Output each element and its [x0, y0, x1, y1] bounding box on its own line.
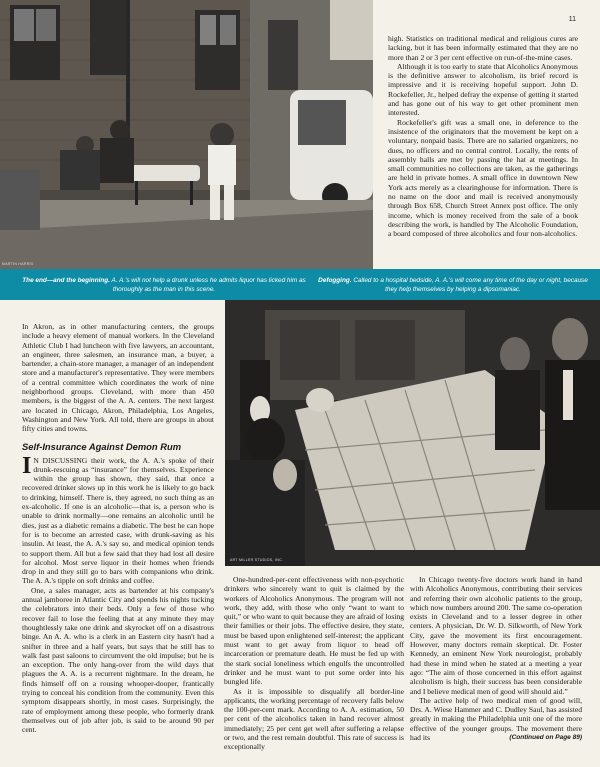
paragraph: In Chicago twenty-five doctors work hand in hand with Alcoholics Anonymous, contributing their services and referring their own alcoholic patients to the group, which now numbers around 200. The same co-operation exists in Cleveland and to a lesser degree in other centers. A physician, Dr. W. D. Silkworth, of New York City, gave the movement its first encouragement. However, many doctors remain skeptical. Dr. Foster Kennedy, an eminent New York neurologist, probably had these in mind when he stated at a meeting a year ago: “The aim of those concerned in this effort against alcoholism is high, their success has been considerable and I believe medical men of good will should aid.” — [410, 575, 582, 696]
photo-credit-top: MARTIN HARRIS — [2, 262, 34, 266]
intro-paragraph: In Akron, as in other manufacturing centers, the groups include a heavy element of manual workers. In the Cleveland Athletic Club I had luncheon with five lawyers, an accountant, an engineer, three salesmen, an insurance man, a buyer, a bartender, a chain-store manager, a manager of an independent store and a manufacturer's representative. They were members of a central committee which coordinates the work of nine neighborhood groups. Cleveland, with more than 450 members, is the biggest of the A. A. centers. The next largest are located in Chicago, Akron, Philadelphia, Los Angeles, Washington and New York. All told, there are groups in about fifty cities and towns. — [22, 322, 214, 434]
paragraph: Although it is too early to state that Alcoholics Anonymous is the definitive answer to alcoholism, its brief record is impressive and it is receiving hopeful support. John D. Rockefeller, Jr., helped defray the expense of getting it started and has gone out of his way to get other prominent men interested. — [388, 61, 578, 118]
photo-credit-middle: ART MILLER STUDIOS, INC. — [230, 558, 284, 562]
paragraph: high. Statistics on traditional medical and religious cures are lacking, but it has been informally estimated that they are no more than 2 or 3 per cent effective on run-of-the-mine cases. — [388, 34, 578, 62]
paragraph: Rockefeller's gift was a small one, in deference to the insistence of the originators that the movement be kept on a voluntary, nonpaid basis. There are no salaried organizers, no dues, no officers and no central control. Locally, the rents of assembly halls are met by passing the hat at meetings. In small communities no collections are taken, as the gatherings are held in private homes. A small office in downtown New York acts merely as a clearinghouse for information. There is no name on the door and mail is received anonymously through Box 658, Church Street Annex post office. The only income, which is money received from the sale of a book describing the work, is handled by The Alcoholic Foundation, a board composed of three alcoholics and four non-alcoholics. — [388, 117, 578, 239]
paragraph-text: The active help of two medical men of good will, Drs. A. Wiese Hammer and C. Dudley Saul, has assisted greatly in making the Philadelphia unit one of the more effective of the younger groups. The movement there had its — [410, 695, 582, 743]
paragraph: As it is impossible to disqualify all border-line applicants, the working percentage of recovery falls below the 100-per-cent mark. According to A. A. estimation, 50 per cent of the alcoholics taken in hand recover almost immediately; 25 per cent get well after suffering a relapse or two, and the rest remain doubtful. This rate of success is exceptionally — [224, 686, 404, 752]
caption-left-text: A. A.'s will not help a drunk unless he admits liquor has licked him as thoroughly as the man in this scene. — [109, 277, 306, 293]
middle-column — [224, 575, 404, 752]
dropcap-letter: I — [22, 452, 32, 479]
photo-street-scene — [0, 0, 373, 269]
right-column — [410, 575, 582, 742]
section-subhead: Self-Insurance Against Demon Rum — [22, 440, 182, 452]
paragraph: One-hundred-per-cent effectiveness with non-psychotic drinkers who sincerely want to quit is claimed by the workers of Alcoholics Anonymous. The program will not work, they add, with those who only “want to want to quit,” or who want to quit because they are afraid of losing their families or their jobs. The effective desire, they state, must be based upon enlightened self-interest; the applicant must want to get away from liquor to head off incarceration or premature death. He must be fed up with the stark social loneliness which engulfs the uncontrolled drinker and he must want to put some order into his bungled life. — [224, 575, 404, 687]
caption-right — [318, 277, 588, 294]
caption-right-text: Called to a hospital bedside, A. A.'s will come any time of the day or night, because they help themselves by helping a dipsomaniac. — [351, 277, 588, 293]
photo-hospital-bedside — [225, 300, 600, 566]
paragraph: One, a sales manager, acts as bartender at his company's annual jamboree in Atlantic City and spends his nights tucking the celebrators into their beds. Only a few of those who recover fail to lose the feeling that at any minute they may thoughtlessly take one drink and skyrocket off on a disastrous binge. An A. A. who is a clerk in an Eastern city hasn't had a snifter in three and a half years, but says that he still has to walk fast past saloons to circumvent the old impulse; but he is an exception. The only hang-over from the wild days that plagues the A. A. is a recurrent nightmare. In the dream, he finds himself off on a rousing whooper-dooper, frantically trying to conceal his condition from the community. Even this symptom disappears shortly, in most cases. Surprisingly, the rate of employment among these people, who formerly drank themselves out of job after job, is said to be around 90 per cent. — [22, 585, 214, 735]
top-right-column — [388, 34, 578, 239]
caption-left-lead: The end—and the beginning. — [22, 277, 110, 284]
continued-link[interactable]: (Continued on Page 89) — [509, 734, 582, 742]
dropcap-paragraph — [22, 452, 214, 586]
photo-hospital-bedside-image — [225, 300, 600, 566]
photo-street-scene-image — [0, 0, 373, 269]
caption-right-lead: Defogging. — [318, 277, 352, 284]
page-number: 11 — [568, 16, 576, 23]
paragraph — [410, 696, 582, 742]
left-column — [22, 322, 214, 734]
caption-left — [20, 277, 308, 294]
dropcap-paragraph-text: N DISCUSSING their work, the A. A.'s spoke of their drunk-rescuing as “insurance” for themselves. Experience within the group has shown, they said, that once a recovered drinker slows up in this work he is likely to go back to drinking, himself. There is, they agreed, no such thing as an ex-alcoholic. If one is an alcoholic—that is, a person who is unable to drink normally—one remains an alcoholic until he dies, just as a diabetic remains a diabetic. The best he can hope for is to become an arrested case, with drunk-saving as his insulin. At least, the A. A.'s say so, and medical opinion tends to support them. All but a few said that they had lost all desire for alcohol. Most serve liquor in their homes when friends drop in and they still go to bars with companions who drink. The A. A.'s tipple on soft drinks and coffee. — [22, 455, 214, 586]
